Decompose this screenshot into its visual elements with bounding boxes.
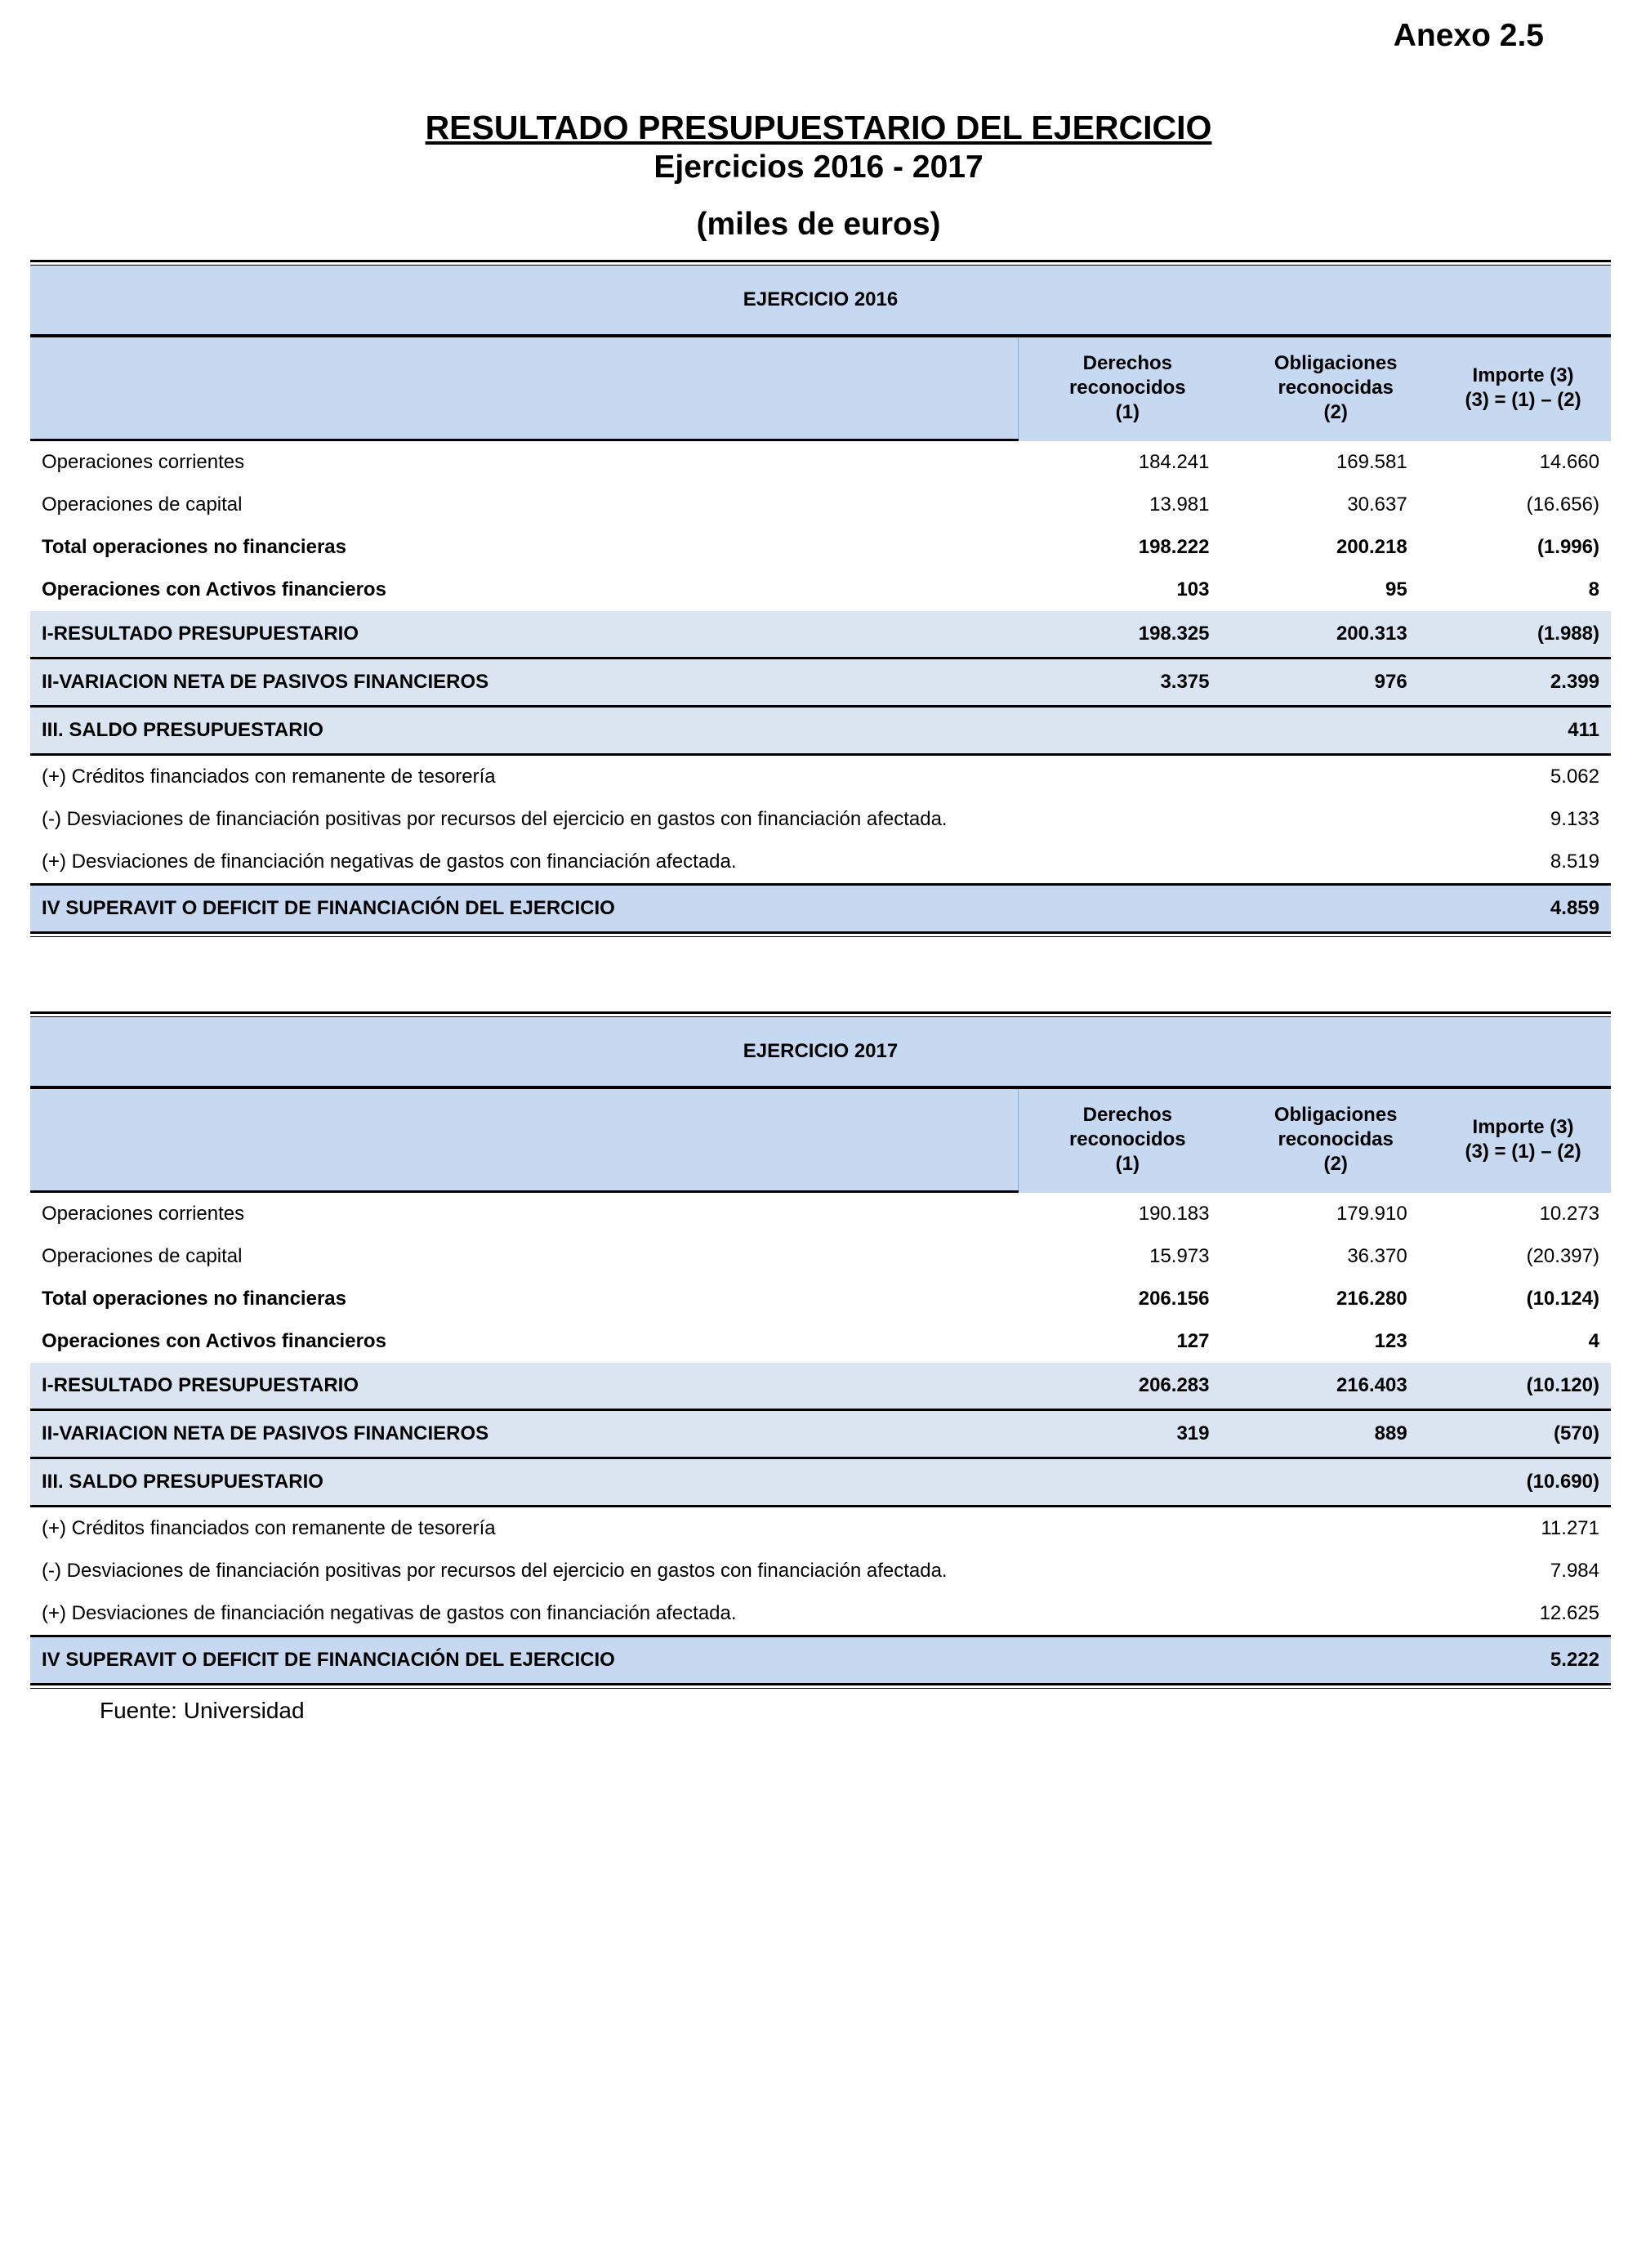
table-row bbox=[30, 1550, 1611, 1592]
importe-cell: (1.996) bbox=[1537, 536, 1599, 558]
header-text: reconocidas bbox=[1278, 1128, 1394, 1150]
row-label: II-VARIACION NETA DE PASIVOS FINANCIEROS bbox=[42, 671, 489, 693]
obligaciones-cell: 200.313 bbox=[1336, 623, 1407, 645]
row-label: Operaciones de capital bbox=[42, 493, 243, 516]
row-label: III. SALDO PRESUPUESTARIO bbox=[42, 719, 323, 741]
derechos-cell: 3.375 bbox=[1160, 671, 1210, 693]
table-row bbox=[30, 659, 1611, 708]
header-text: reconocidos bbox=[1068, 377, 1186, 399]
row-label: Operaciones con Activos financieros bbox=[42, 1330, 386, 1352]
header-text: Derechos bbox=[1082, 352, 1172, 374]
header-text: (2) bbox=[1323, 401, 1348, 423]
header-text: Importe (3) bbox=[1472, 364, 1574, 386]
header-text: (2) bbox=[1323, 1153, 1348, 1175]
year-header: EJERCICIO 2016 bbox=[30, 266, 1611, 337]
column-header-importe bbox=[1435, 337, 1611, 439]
row-label: I-RESULTADO PRESUPUESTARIO bbox=[42, 1374, 359, 1396]
derechos-cell: 206.283 bbox=[1138, 1374, 1210, 1396]
header-rule-rest bbox=[1019, 439, 1611, 441]
units-label: (miles de euros) bbox=[696, 207, 941, 242]
table-row bbox=[30, 441, 1611, 484]
obligaciones-cell: 179.910 bbox=[1336, 1203, 1407, 1225]
header-text: Obligaciones bbox=[1273, 352, 1398, 374]
row-label: Total operaciones no financieras bbox=[42, 536, 346, 558]
derechos-cell: 198.325 bbox=[1138, 623, 1210, 645]
row-label: (+) Desviaciones de financiación negativas de gastos con financiación afectada. bbox=[42, 1602, 737, 1624]
importe-cell: 411 bbox=[1568, 719, 1599, 741]
row-label: II-VARIACION NETA DE PASIVOS FINANCIEROS bbox=[42, 1422, 489, 1444]
header-text: Derechos bbox=[1082, 1104, 1172, 1126]
table-row bbox=[30, 1411, 1611, 1459]
header-text: (1) bbox=[1115, 1153, 1140, 1175]
derechos-cell: 198.222 bbox=[1138, 536, 1210, 558]
row-label: (+) Créditos financiados con remanente de tesorería bbox=[42, 766, 496, 788]
importe-cell: (570) bbox=[1553, 1422, 1599, 1444]
table-2017 bbox=[30, 1011, 1611, 1689]
derechos-cell: 206.156 bbox=[1138, 1288, 1210, 1310]
row-label: IV SUPERAVIT O DEFICIT DE FINANCIACIÓN DEL EJERCICIO bbox=[42, 1649, 615, 1671]
importe-cell: (10.120) bbox=[1526, 1374, 1599, 1396]
table-row bbox=[30, 798, 1611, 841]
table-row bbox=[30, 1320, 1611, 1363]
row-label: (+) Desviaciones de financiación negativas de gastos con financiación afectada. bbox=[42, 850, 737, 873]
importe-cell: (10.690) bbox=[1526, 1471, 1599, 1493]
row-label: Operaciones corrientes bbox=[42, 1203, 245, 1225]
column-header-concept bbox=[30, 1089, 1018, 1190]
derechos-cell: 127 bbox=[1176, 1330, 1210, 1352]
importe-cell: 7.984 bbox=[1550, 1560, 1599, 1582]
column-header-row bbox=[30, 337, 1611, 439]
header-text: (3) = (1) – (2) bbox=[1465, 1141, 1581, 1163]
table-row bbox=[30, 1278, 1611, 1320]
table-row bbox=[30, 1459, 1611, 1507]
obligaciones-cell: 123 bbox=[1374, 1330, 1407, 1352]
importe-cell: 10.273 bbox=[1539, 1203, 1599, 1225]
table-2016 bbox=[30, 260, 1611, 937]
row-label: I-RESULTADO PRESUPUESTARIO bbox=[42, 623, 359, 645]
importe-cell: (10.124) bbox=[1526, 1288, 1599, 1310]
table-row bbox=[30, 1235, 1611, 1278]
obligaciones-cell: 95 bbox=[1385, 578, 1407, 600]
obligaciones-cell: 200.218 bbox=[1336, 536, 1407, 558]
table-top-rule bbox=[30, 260, 1611, 266]
header-rule-rest bbox=[1019, 1190, 1611, 1193]
importe-cell: 12.625 bbox=[1539, 1602, 1599, 1624]
derechos-cell: 190.183 bbox=[1138, 1203, 1210, 1225]
importe-cell: 4.859 bbox=[1550, 897, 1599, 919]
row-label: Operaciones con Activos financieros bbox=[42, 578, 386, 600]
obligaciones-cell: 889 bbox=[1374, 1422, 1407, 1444]
table-row bbox=[30, 1592, 1611, 1635]
page-subtitle: Ejercicios 2016 - 2017 bbox=[653, 150, 984, 185]
obligaciones-cell: 36.370 bbox=[1347, 1245, 1407, 1267]
row-label: (-) Desviaciones de financiación positivas por recursos del ejercicio en gastos con financiación afectada. bbox=[42, 1560, 948, 1582]
derechos-cell: 13.981 bbox=[1149, 493, 1210, 516]
obligaciones-cell: 30.637 bbox=[1347, 493, 1407, 516]
column-header-obligaciones bbox=[1236, 337, 1435, 439]
derechos-cell: 15.973 bbox=[1149, 1245, 1210, 1267]
table-row bbox=[30, 1635, 1611, 1683]
table-row bbox=[30, 569, 1611, 611]
row-label: Operaciones de capital bbox=[42, 1245, 243, 1267]
row-label: Total operaciones no financieras bbox=[42, 1288, 346, 1310]
importe-cell: 4 bbox=[1588, 1330, 1599, 1352]
column-header-derechos bbox=[1018, 1089, 1236, 1190]
importe-cell: (16.656) bbox=[1526, 493, 1599, 516]
table-row bbox=[30, 1363, 1611, 1411]
table-row bbox=[30, 841, 1611, 883]
column-header-obligaciones bbox=[1236, 1089, 1435, 1190]
header-text: (1) bbox=[1115, 401, 1140, 423]
derechos-cell: 103 bbox=[1176, 578, 1210, 600]
table-row bbox=[30, 883, 1611, 931]
page-title: RESULTADO PRESUPUESTARIO DEL EJERCICIO bbox=[425, 109, 1212, 146]
header-text: Obligaciones bbox=[1273, 1104, 1398, 1126]
table-row bbox=[30, 1193, 1611, 1235]
importe-cell: 9.133 bbox=[1550, 808, 1599, 830]
header-text: (3) = (1) – (2) bbox=[1465, 389, 1581, 411]
column-header-concept bbox=[30, 337, 1018, 439]
importe-cell: 8 bbox=[1588, 578, 1599, 600]
header-text: reconocidos bbox=[1068, 1128, 1186, 1150]
row-label: IV SUPERAVIT O DEFICIT DE FINANCIACIÓN DEL EJERCICIO bbox=[42, 897, 615, 919]
derechos-cell: 319 bbox=[1176, 1422, 1210, 1444]
header-text: Importe (3) bbox=[1472, 1116, 1574, 1138]
table-row bbox=[30, 484, 1611, 526]
importe-cell: 11.271 bbox=[1541, 1517, 1599, 1539]
table-row bbox=[30, 1507, 1611, 1550]
table-bottom-rule bbox=[30, 931, 1611, 937]
importe-cell: (20.397) bbox=[1526, 1245, 1599, 1267]
source-note: Fuente: Universidad bbox=[100, 1698, 305, 1723]
column-header-row bbox=[30, 1088, 1611, 1190]
row-label: Operaciones corrientes bbox=[42, 451, 245, 473]
importe-cell: 5.222 bbox=[1550, 1649, 1599, 1671]
column-header-importe bbox=[1435, 1089, 1611, 1190]
table-row bbox=[30, 756, 1611, 798]
table-row bbox=[30, 611, 1611, 659]
obligaciones-cell: 216.280 bbox=[1336, 1288, 1407, 1310]
obligaciones-cell: 976 bbox=[1374, 671, 1407, 693]
header-rule bbox=[30, 439, 1019, 441]
table-row bbox=[30, 708, 1611, 756]
importe-cell: 8.519 bbox=[1550, 850, 1599, 873]
importe-cell: 5.062 bbox=[1550, 766, 1599, 788]
header-divider bbox=[30, 1190, 1611, 1193]
importe-cell: 14.660 bbox=[1539, 451, 1599, 473]
importe-cell: (1.988) bbox=[1537, 623, 1599, 645]
row-label: (-) Desviaciones de financiación positivas por recursos del ejercicio en gastos con financiación afectada. bbox=[42, 808, 948, 830]
importe-cell: 2.399 bbox=[1550, 671, 1599, 693]
header-text: reconocidas bbox=[1278, 377, 1394, 399]
header-divider bbox=[30, 439, 1611, 441]
obligaciones-cell: 169.581 bbox=[1336, 451, 1407, 473]
annex-label: Anexo 2.5 bbox=[1393, 18, 1544, 53]
row-label: (+) Créditos financiados con remanente de tesorería bbox=[42, 1517, 496, 1539]
table-row bbox=[30, 526, 1611, 569]
derechos-cell: 184.241 bbox=[1138, 451, 1210, 473]
table-top-rule bbox=[30, 1011, 1611, 1017]
obligaciones-cell: 216.403 bbox=[1336, 1374, 1407, 1396]
column-header-derechos bbox=[1018, 337, 1236, 439]
year-header: EJERCICIO 2017 bbox=[30, 1017, 1611, 1088]
row-label: III. SALDO PRESUPUESTARIO bbox=[42, 1471, 323, 1493]
header-rule bbox=[30, 1190, 1019, 1193]
table-bottom-rule bbox=[30, 1683, 1611, 1689]
